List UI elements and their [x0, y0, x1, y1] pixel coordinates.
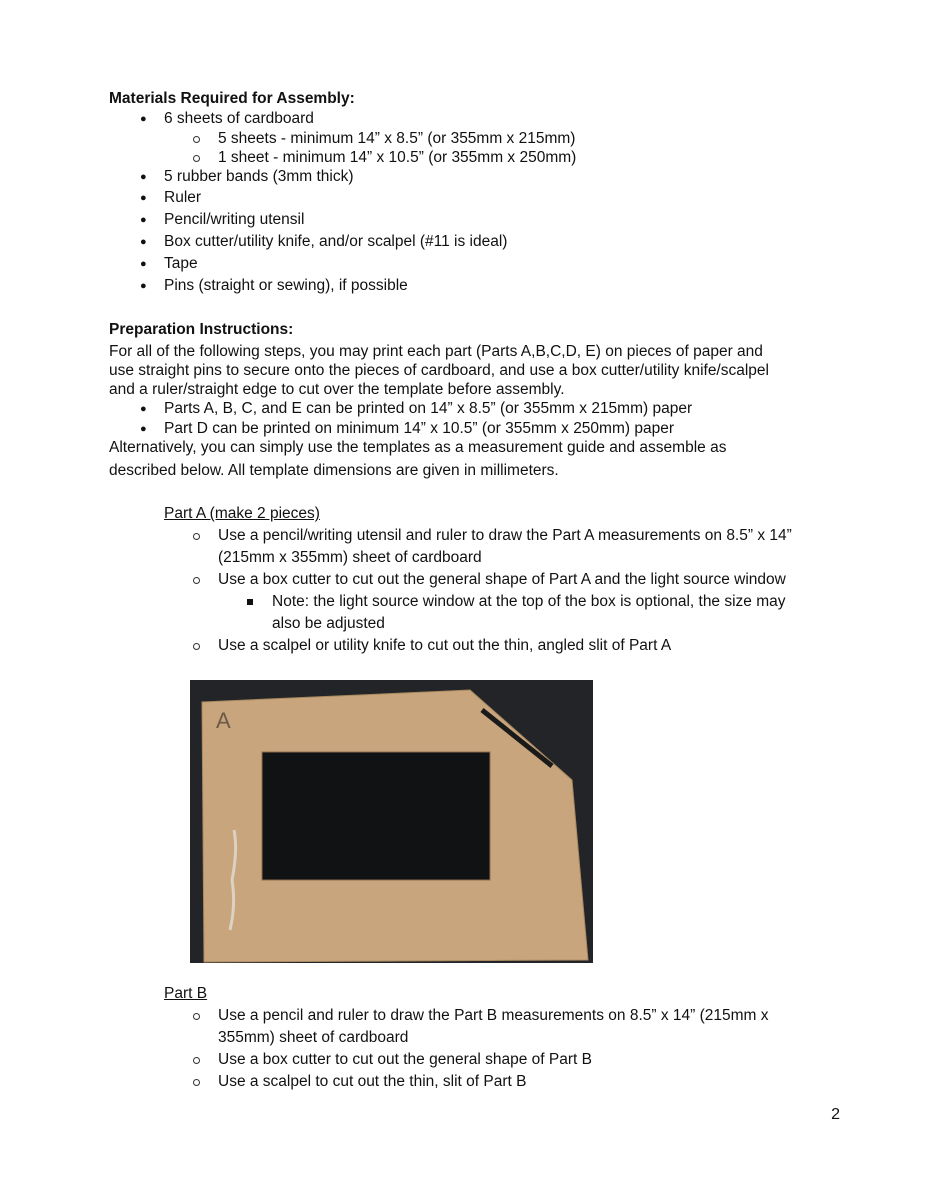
paragraph-line: For all of the following steps, you may print each part (Parts A,B,C,D, E) on pieces of paper and — [109, 343, 763, 360]
bullet-icon: ● — [140, 192, 147, 204]
bullet-icon: ● — [140, 423, 147, 435]
part-a-title: Part A (make 2 pieces) — [164, 505, 320, 522]
list-item: Box cutter/utility knife, and/or scalpel (#11 is ideal) — [164, 233, 508, 250]
list-item: also be adjusted — [272, 615, 385, 632]
list-item: Ruler — [164, 189, 202, 206]
part-a-photo — [190, 680, 593, 963]
list-item: Use a pencil and ruler to draw the Part B measurements on 8.5” x 14” (215mm x — [218, 1007, 769, 1024]
circle-bullet-icon — [193, 1013, 200, 1020]
materials-heading: Materials Required for Assembly: — [109, 90, 355, 107]
list-item: 1 sheet - minimum 14” x 10.5” (or 355mm x 250mm) — [218, 149, 577, 166]
list-item: 6 sheets of cardboard — [164, 110, 314, 127]
list-item: Use a box cutter to cut out the general shape of Part A and the light source window — [218, 571, 786, 588]
circle-bullet-icon — [193, 155, 200, 162]
bullet-icon: ● — [140, 113, 147, 125]
list-item: Pencil/writing utensil — [164, 211, 305, 228]
prep-heading: Preparation Instructions: — [109, 321, 294, 338]
square-bullet-icon — [247, 599, 253, 605]
page-number: 2 — [831, 1106, 840, 1123]
list-item: Use a scalpel to cut out the thin, slit of Part B — [218, 1073, 527, 1090]
list-item: (215mm x 355mm) sheet of cardboard — [218, 549, 482, 566]
list-item: Note: the light source window at the top of the box is optional, the size may — [272, 593, 786, 610]
list-item: Pins (straight or sewing), if possible — [164, 277, 408, 294]
list-item: Use a box cutter to cut out the general shape of Part B — [218, 1051, 592, 1068]
circle-bullet-icon — [193, 643, 200, 650]
list-item: Tape — [164, 255, 198, 272]
circle-bullet-icon — [193, 1057, 200, 1064]
paragraph-line: Alternatively, you can simply use the templates as a measurement guide and assemble as — [109, 439, 727, 456]
bullet-icon: ● — [140, 403, 147, 415]
list-item: 5 rubber bands (3mm thick) — [164, 168, 354, 185]
list-item: Use a pencil/writing utensil and ruler to draw the Part A measurements on 8.5” x 14” — [218, 527, 792, 544]
list-item: Part D can be printed on minimum 14” x 10.5” (or 355mm x 250mm) paper — [164, 420, 674, 437]
cardboard-illustration — [190, 680, 593, 963]
paragraph-line: described below. All template dimensions are given in millimeters. — [109, 462, 559, 479]
bullet-icon: ● — [140, 236, 147, 248]
circle-bullet-icon — [193, 136, 200, 143]
bullet-icon: ● — [140, 258, 147, 270]
circle-bullet-icon — [193, 1079, 200, 1086]
photo-label: A — [216, 708, 231, 733]
part-b-title: Part B — [164, 985, 208, 1002]
list-item: Parts A, B, C, and E can be printed on 14” x 8.5” (or 355mm x 215mm) paper — [164, 400, 693, 417]
paragraph-line: use straight pins to secure onto the pieces of cardboard, and use a box cutter/utility knife/scalpel — [109, 362, 769, 379]
paragraph-line: and a ruler/straight edge to cut over the template before assembly. — [109, 381, 565, 398]
circle-bullet-icon — [193, 577, 200, 584]
bullet-icon: ● — [140, 280, 147, 292]
list-item: 5 sheets - minimum 14” x 8.5” (or 355mm x 215mm) — [218, 130, 576, 147]
list-item: 355mm) sheet of cardboard — [218, 1029, 409, 1046]
bullet-icon: ● — [140, 171, 147, 183]
bullet-icon: ● — [140, 214, 147, 226]
circle-bullet-icon — [193, 533, 200, 540]
list-item: Use a scalpel or utility knife to cut out the thin, angled slit of Part A — [218, 637, 672, 654]
